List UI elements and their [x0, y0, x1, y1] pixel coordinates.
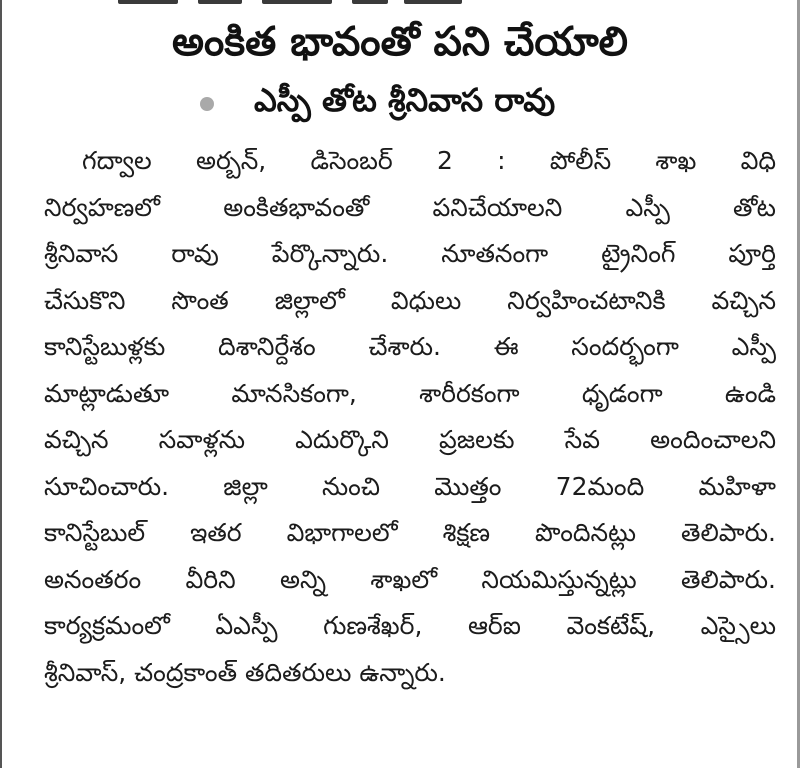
column-rule-left	[0, 0, 2, 768]
byline-text: ఎస్పీ తోట శ్రీనివాస రావు	[254, 81, 556, 119]
article-body	[44, 138, 776, 696]
body-line: నిర్వహణలో అంకితభావంతో పనిచేయాలని ఎస్పీ తోట	[44, 192, 776, 222]
body-line: కానిస్టేబుల్ ఇతర విభాగాలలో శిక్షణ పొందినట్లు తెలిపారు.	[44, 518, 776, 547]
previous-article-cutoff	[0, 0, 800, 8]
body-line: కానిస్టేబుళ్లకు దిశానిర్దేశం చేశారు. ఈ సందర్భంగా ఎస్పీ	[44, 332, 776, 361]
bullet-icon	[200, 97, 214, 111]
body-line: శ్రీనివాస రావు పేర్కొన్నారు. నూతనంగా ట్రైనింగ్ పూర్తి	[44, 239, 776, 268]
body-line: గద్వాల అర్బన్, డిసెంబర్ 2 : పోలీస్ శాఖ విధి	[82, 146, 776, 175]
body-line: శ్రీనివాస్, చంద్రకాంత్ తదితరులు ఉన్నారు.	[44, 657, 446, 687]
article-byline	[200, 82, 555, 126]
body-line: కార్యక్రమంలో ఏఎస్పీ గుణశేఖర్, ఆర్ఐ వెంకటేష్, ఎస్సైలు	[44, 611, 776, 640]
body-line: అనంతరం వీరిని అన్ని శాఖలో నియమిస్తున్నట్లు తెలిపారు.	[44, 564, 776, 594]
article-headline: అంకిత భావంతో పని చేయాలి	[172, 19, 628, 65]
body-line: చేసుకొని సొంత జిల్లాలో విధులు నిర్వహించటానికి వచ్చిన	[44, 285, 776, 315]
body-line: మాట్లాడుతూ మానసికంగా, శారీరకంగా ధృడంగా ఉండి	[44, 378, 776, 408]
body-line: వచ్చిన సవాళ్లను ఎదుర్కొని ప్రజలకు సేవ అందించాలని	[44, 425, 776, 454]
body-line: సూచించారు. జిల్లా నుంచి మొత్తం 72మంది మహిళా	[44, 471, 776, 501]
